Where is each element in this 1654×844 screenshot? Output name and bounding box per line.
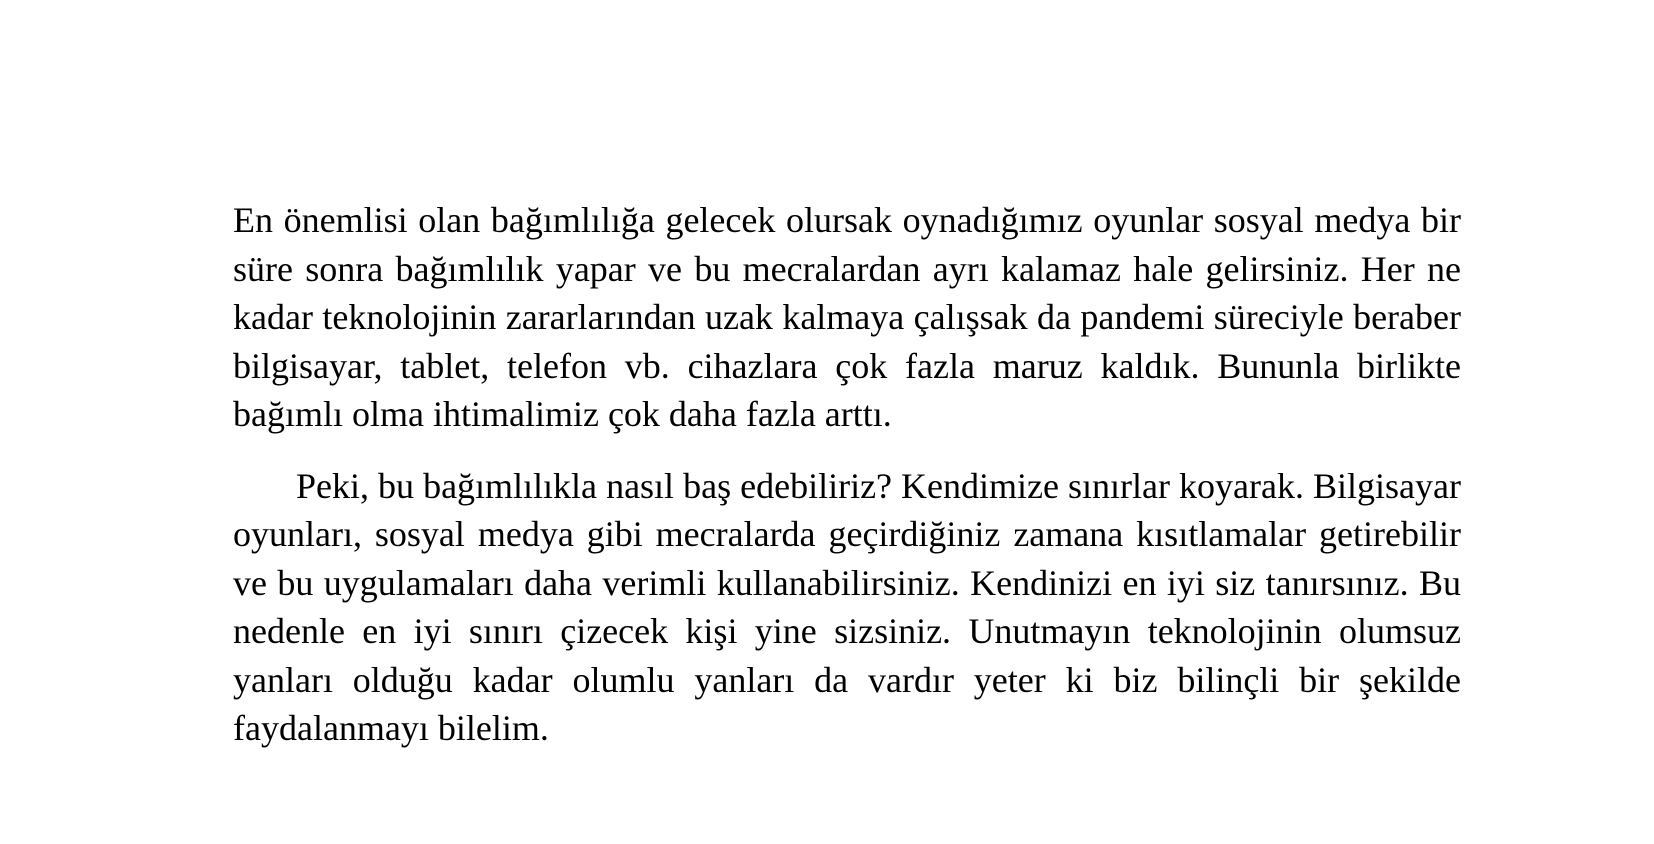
paragraph-addiction: En önemlisi olan bağımlılığa gelecek olursak oynadığımız oyunlar sosyal medya bir süre sonra bağımlılık yapar ve bu mecralardan ayrı kalamaz hale gelirsiniz. Her ne kadar teknolojinin zararlarından uzak kalmaya çalışsak da pandemi süreciyle beraber bilgisayar, tablet, telefon vb. cihazlara çok fazla maruz kaldık. Bununla birlikte bağımlı olma ihtimalimiz çok daha fazla arttı. [233,200,1461,434]
body-text [233,196,1461,753]
paragraph-coping: Peki, bu bağımlılıkla nasıl baş edebiliriz? Kendimize sınırlar koyarak. Bilgisayar oyunları, sosyal medya gibi mecralarda geçirdiğiniz zamana kısıtlamalar getirebilir ve bu uygulamaları daha verimli kullanabilirsiniz. Kendinizi en iyi siz tanırsınız. Bu nedenle en iyi sınırı çizecek kişi yine sizsiniz. Unutmayın teknolojinin olumsuz yanları olduğu kadar olumlu yanları da vardır yeter ki biz bilinçli bir şekilde faydalanmayı bilelim. [233,465,1461,748]
